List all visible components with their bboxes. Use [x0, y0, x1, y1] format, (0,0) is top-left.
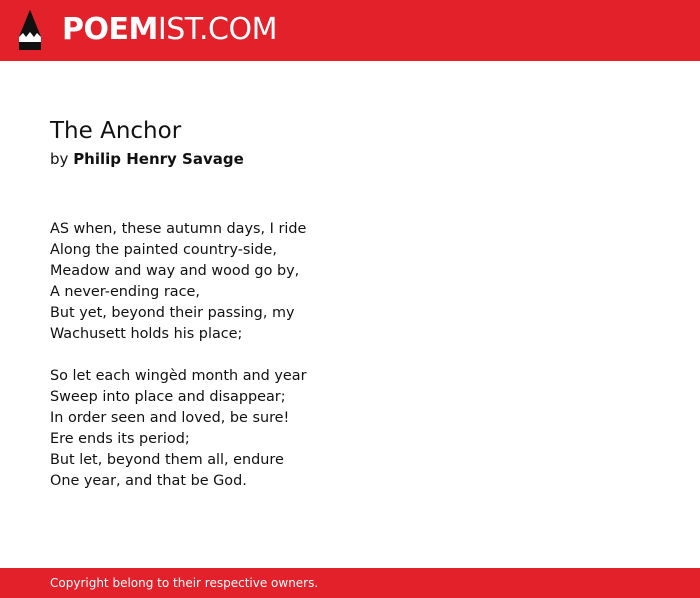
poem-header	[50, 116, 650, 170]
poem-line: Wachusett holds his place;	[50, 326, 243, 342]
poem-line: But yet, beyond their passing, my	[50, 305, 295, 321]
stanza	[50, 366, 306, 492]
pencil-nib-icon[interactable]	[17, 9, 43, 51]
poem-line: One year, and that be God.	[50, 473, 247, 489]
poem-line: Meadow and way and wood go by,	[50, 263, 300, 279]
logo-bold-text: POEM	[62, 12, 158, 47]
poem-body	[50, 219, 306, 492]
logo-light-text: IST.COM	[157, 12, 277, 47]
site-footer	[0, 568, 700, 598]
poem-author: Philip Henry Savage	[73, 150, 244, 168]
poem-line: Along the painted country-side,	[50, 242, 277, 258]
stanza	[50, 219, 306, 345]
site-logo[interactable]	[62, 12, 277, 48]
poem-line: So let each wingèd month and year	[50, 368, 307, 384]
poem-line: Ere ends its period;	[50, 431, 190, 447]
poem-line: Sweep into place and disappear;	[50, 389, 286, 405]
poem-byline	[50, 148, 650, 170]
poem-line: A never-ending race,	[50, 284, 200, 300]
poem-line: But let, beyond them all, endure	[50, 452, 284, 468]
byline-prefix: by	[50, 150, 69, 168]
site-header	[0, 0, 700, 61]
poem-line: In order seen and loved, be sure!	[50, 410, 290, 426]
copyright-text: Copyright belong to their respective owners.	[50, 576, 319, 590]
poem-line: AS when, these autumn days, I ride	[50, 221, 307, 237]
poem-title: The Anchor	[50, 118, 182, 144]
